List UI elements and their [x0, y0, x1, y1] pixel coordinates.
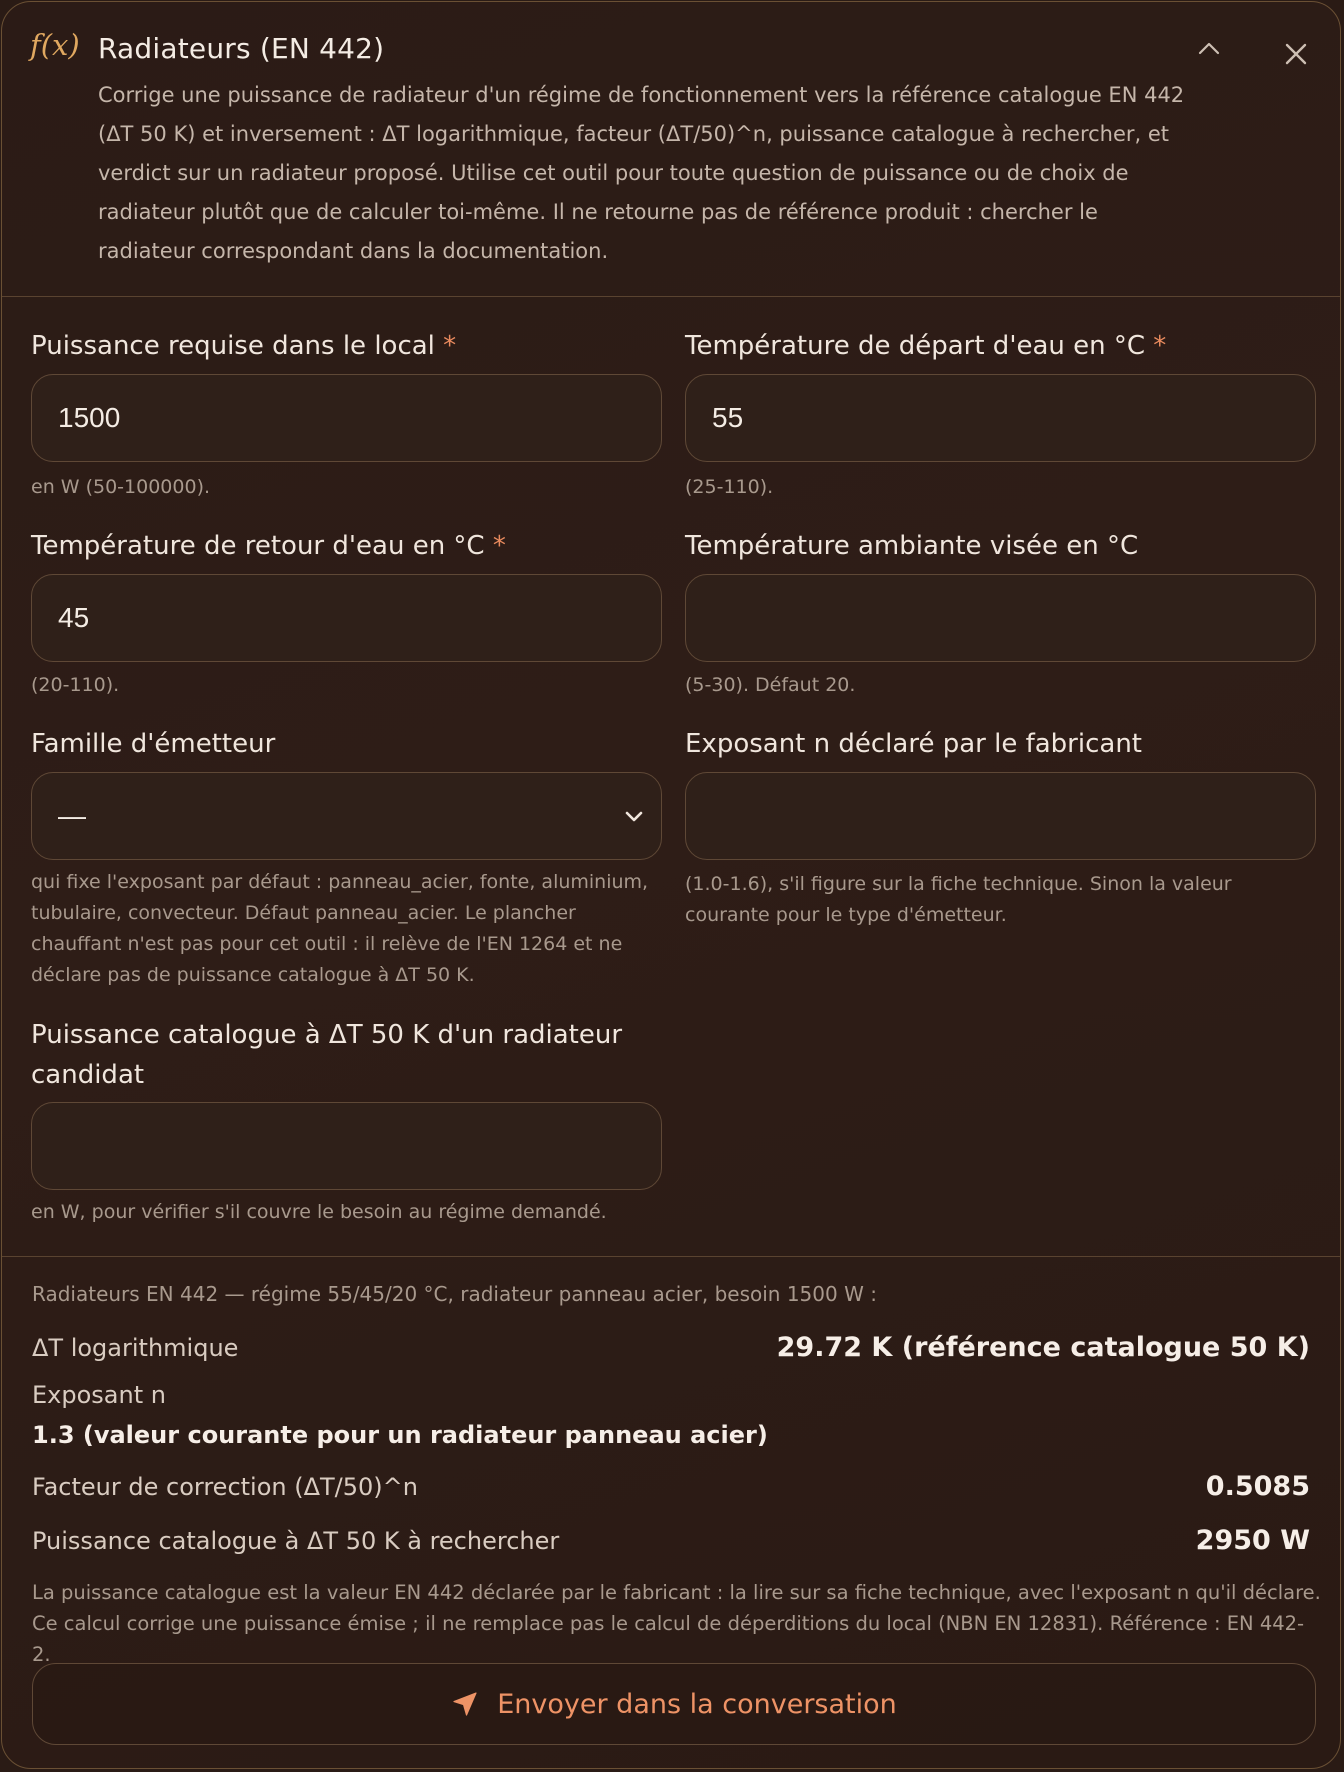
power-input-value: 1500: [58, 402, 121, 433]
catalog-power-label: Puissance catalogue à ΔT 50 K à rechercher: [32, 1527, 560, 1555]
tool-header: [2, 2, 1340, 297]
exponent-result-value: 1.3 (valeur courante pour un radiateur panneau acier): [32, 1421, 768, 1449]
return-temp-input[interactable]: [31, 574, 662, 662]
candidate-power-hint: en W, pour vérifier s'il couvre le besoin au régime demandé.: [31, 1201, 607, 1223]
send-to-conversation-button[interactable]: [32, 1663, 1316, 1745]
return-temp-value: 45: [58, 602, 90, 633]
required-marker: *: [443, 331, 457, 361]
return-temp-hint: (20-110).: [31, 674, 120, 696]
dt-log-value: 29.72 K (référence catalogue 50 K): [776, 1332, 1310, 1363]
exponent-label: Exposant n déclaré par le fabricant: [685, 729, 1142, 759]
tool-title: Radiateurs (EN 442): [98, 32, 385, 65]
results-heading: Radiateurs EN 442 — régime 55/45/20 °C, radiateur panneau acier, besoin 1500 W :: [32, 1282, 877, 1306]
chevron-up-icon[interactable]: [1192, 34, 1226, 64]
return-temp-label: Température de retour d'eau en °C *: [31, 531, 506, 561]
supply-temp-hint: (25-110).: [685, 476, 774, 498]
close-icon[interactable]: [1278, 36, 1314, 72]
ambient-temp-hint: (5-30). Défaut 20.: [685, 674, 856, 696]
dt-log-label: ΔT logarithmique: [32, 1334, 239, 1362]
power-label: Puissance requise dans le local *: [31, 331, 457, 361]
supply-temp-input[interactable]: [685, 374, 1316, 462]
chevron-down-icon: [623, 805, 645, 827]
correction-factor-value: 0.5085: [1205, 1471, 1310, 1502]
tool-description: Corrige une puissance de radiateur d'un régime de fonctionnement vers la référence catalogue EN 442 (ΔT 50 K) et inversement : ΔT logarithmique, facteur (ΔT/50)^n, puissance catalogue à rechercher, et verdict sur un radiateur proposé. Utilise cet outil pour toute question de puissance ou de choix de radiateur plutôt que de calculer toi-même. Il ne retourne pas de référence produit : chercher le radiateur correspondant dans la documentation.: [98, 83, 1185, 263]
power-input[interactable]: [31, 374, 662, 462]
function-icon: f(x): [30, 28, 80, 62]
send-icon: [451, 1690, 479, 1718]
results-note: La puissance catalogue est la valeur EN 442 déclarée par le fabricant : la lire sur sa fiche technique, avec l'exposant n qu'il déclare. Ce calcul corrige une puissance émise ; il ne remplace pas le calcul de déperditions du local (NBN EN 12831). Référence : EN 442-2.: [32, 1581, 1321, 1666]
emitter-family-value: —: [58, 800, 86, 831]
candidate-power-label: Puissance catalogue à ΔT 50 K d'un radiateur candidat: [31, 1020, 623, 1090]
send-button-label: Envoyer dans la conversation: [497, 1688, 897, 1720]
emitter-family-select[interactable]: [31, 772, 662, 860]
required-marker: *: [1153, 331, 1167, 361]
correction-factor-label: Facteur de correction (ΔT/50)^n: [32, 1473, 418, 1501]
candidate-power-input[interactable]: [31, 1102, 662, 1190]
required-marker: *: [492, 531, 506, 561]
ambient-temp-input[interactable]: [685, 574, 1316, 662]
power-hint: en W (50-100000).: [31, 476, 211, 498]
exponent-input[interactable]: [685, 772, 1316, 860]
exponent-hint: (1.0-1.6), s'il figure sur la fiche technique. Sinon la valeur courante pour le type d'émetteur.: [685, 873, 1232, 926]
catalog-power-value: 2950 W: [1195, 1525, 1310, 1556]
emitter-family-label: Famille d'émetteur: [31, 729, 276, 759]
ambient-temp-label: Température ambiante visée en °C: [685, 531, 1139, 561]
supply-temp-value: 55: [712, 402, 744, 433]
tool-panel: [1, 1, 1341, 1769]
supply-temp-label: Température de départ d'eau en °C *: [685, 331, 1167, 361]
exponent-result-label: Exposant n: [32, 1381, 166, 1409]
results-section: [2, 1256, 1340, 1257]
emitter-family-hint: qui fixe l'exposant par défaut : panneau_acier, fonte, aluminium, tubulaire, convecteur. Défaut panneau_acier. Le plancher chauffant n'est pas pour cet outil : il relève de l'EN 1264 et ne déclare pas de puissance catalogue à ΔT 50 K.: [31, 871, 649, 986]
